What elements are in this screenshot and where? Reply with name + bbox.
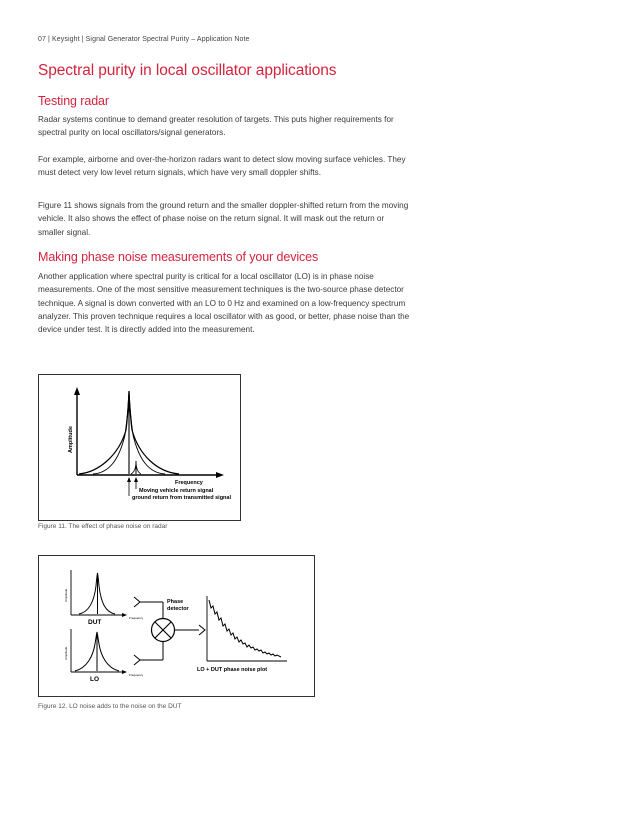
lo-label: LO (90, 676, 100, 683)
moving-vehicle-label: Moving vehicle return signal (139, 488, 214, 494)
y-axis-arrow (74, 387, 80, 395)
figure-12 (38, 555, 315, 697)
lo-x-axis-arrow (122, 670, 127, 674)
dut-y-label: Amplitude (64, 588, 68, 602)
y-axis-label: Amplitude (68, 426, 74, 453)
phase-noise-trace (209, 600, 281, 657)
moving-vehicle-arrowhead (134, 477, 138, 482)
lo-x-label: Frequency (129, 673, 144, 677)
lo-input-port (134, 655, 140, 665)
page-header: 07 | Keysight | Signal Generator Spectral Purity – Application Note (38, 36, 250, 43)
page-title: Spectral purity in local oscillator applications (38, 62, 337, 79)
section-heading-testing-radar: Testing radar (38, 94, 109, 108)
paragraph-radar-intro: Radar systems continue to demand greater resolution of targets. This puts higher requirements for spectral purity on local oscillators/signal generators. (38, 115, 394, 138)
phase-detector-label-1: Phase (167, 599, 184, 605)
phase-detector-label-2: detector (167, 606, 189, 612)
ground-return-label: ground return from transmitted signal (132, 495, 232, 501)
dut-input-port (134, 597, 140, 607)
figure-12-diagram (39, 556, 314, 696)
figure-11-caption: Figure 11. The effect of phase noise on radar (38, 523, 168, 530)
paragraph-figure11-description: Figure 11 shows signals from the ground return and the smaller doppler-shifted return from the moving vehicle. It also shows the effect of phase noise on the return signal. It will mask out the return or smaller signal. (38, 201, 409, 237)
analyzer-input-port (199, 625, 205, 635)
section-heading-phase-noise: Making phase noise measurements of your devices (38, 250, 319, 264)
ground-return-arrowhead (127, 477, 131, 482)
paragraph-phase-noise-measurement: Another application where spectral purity is critical for a local oscillator (LO) is in phase noise measurements. One of the most sensitive measurement techniques is the two-source phase detector technique. A signal is down converted with an LO to 0 Hz and examined on a low-frequency spectrum analyzer. This proven technique requires a local oscillator with as good, or better, phase noise than the device under test. It is directly added into the measurement. (38, 272, 410, 335)
figure-11 (38, 374, 241, 521)
lo-y-label: Amplitude (64, 646, 68, 660)
figure-11-diagram (39, 375, 240, 520)
x-axis-arrow (216, 472, 224, 478)
noise-plot-label: LO + DUT phase noise plot (197, 667, 268, 673)
paragraph-airborne-radar: For example, airborne and over-the-horizon radars want to detect slow moving surface vehicles. They must detect very low level return signals, which have very small doppler shifts. (38, 155, 406, 178)
dut-x-axis-arrow (122, 613, 127, 617)
x-axis-label: Frequency (175, 480, 203, 486)
dut-x-label: Frequency (129, 616, 144, 620)
figure-12-caption: Figure 12. LO noise adds to the noise on the DUT (38, 703, 182, 710)
dut-label: DUT (88, 619, 102, 626)
